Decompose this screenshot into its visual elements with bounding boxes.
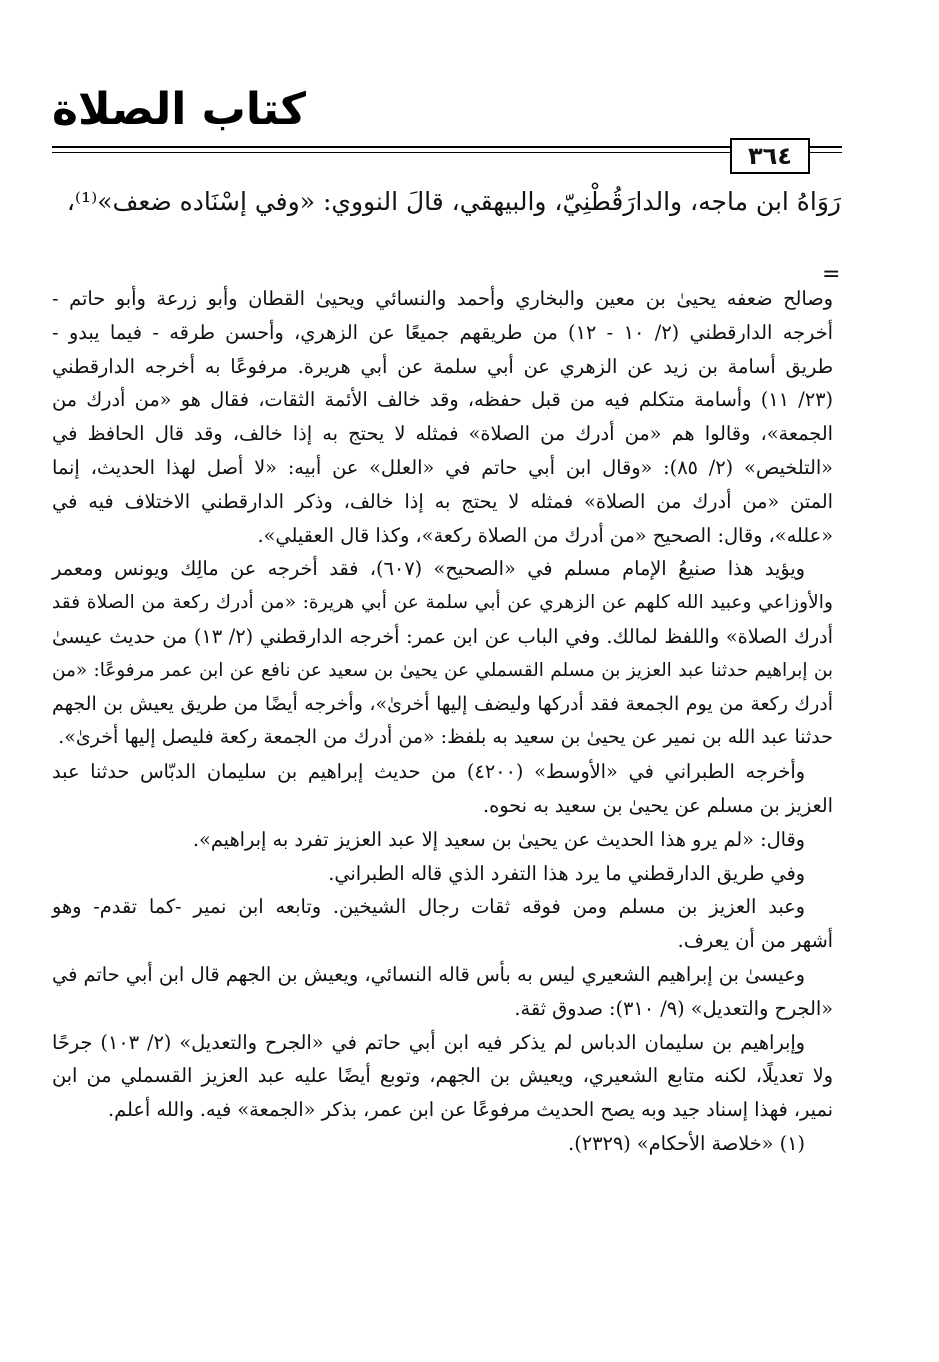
page-title: كتاب الصلاة <box>52 84 306 135</box>
text-line: العزيز بن مسلم عن يحيىٰ بن سعيد به نحوه. <box>482 793 833 817</box>
text-line: وعبد العزيز بن مسلم ومن فوقه ثقات رجال الشيخين. وتابعه ابن نمير -كما تقدم- وهو <box>52 895 805 919</box>
header-rule-thin <box>52 152 730 153</box>
text-line: «الجرح والتعديل» (٩/ ٣١٠): صدوق ثقة. <box>514 996 833 1020</box>
page-number: ٣٦٤ <box>730 138 810 174</box>
text-line: طريق أسامة بن زيد عن الزهري عن أبي سلمة عن أبي هريرة. مرفوعًا به أخرجه الدارقطني <box>52 354 833 378</box>
header-rule <box>52 146 730 148</box>
text-line: وعيسىٰ بن إبراهيم الشعيري ليس به بأس قاله النسائي، ويعيش بن الجهم قال ابن أبي حاتم في <box>52 962 805 986</box>
text-line: وأخرجه الطبراني في «الأوسط» (٤٢٠٠) من حديث إبراهيم بن سليمان الدبّاس حدثنا عبد <box>52 760 805 784</box>
text-line: أدرك الصلاة» واللفظ لمالك. وفي الباب عن ابن عمر: أخرجه الدارقطني (٢/ ١٣) من حديث عيسىٰ <box>52 624 833 648</box>
footnote-text <box>52 282 833 1161</box>
text-line: أخرجه الدارقطني (٢/ ١٠ - ١٢) من طريقهم جميعًا عن الزهري، وأحسن طرقه - فيما يبدو - <box>52 320 833 344</box>
footnote-citation: (١) «خلاصة الأحكام» (٢٣٢٩). <box>568 1131 805 1155</box>
text-line: وقال: «لم يرو هذا الحديث عن يحيىٰ بن سعيد إلا عبد العزيز تفرد به إبراهيم». <box>192 827 805 851</box>
text-line: أدرك ركعة من يوم الجمعة فقد أدركها وليضف إليها أخرىٰ»، وأخرجه أيضًا من طريق يعيش بن الجهم <box>52 692 833 715</box>
text-line: أشهر من أن يعرف. <box>677 929 833 953</box>
continuation-mark: = <box>822 262 841 287</box>
text-line: والأوزاعي وعبيد الله كلهم عن الزهري عن أبي سلمة عن أبي هريرة: «من أدرك ركعة من الصلاة فقد <box>52 592 833 614</box>
text-line: «علله»، وقال: الصحيح «من أدرك من الصلاة ركعة»، وكذا قال العقيلي». <box>257 523 833 547</box>
text-line: وإبراهيم بن سليمان الدباس لم يذكر فيه ابن أبي حاتم في «الجرح والتعديل» (٢/ ١٠٣) جرحًا <box>52 1030 805 1054</box>
text-line: «التلخيص» (٢/ ٨٥): «وقال ابن أبي حاتم في «العلل» عن أبيه: «لا أصل لهذا الحديث، إنما <box>52 455 833 479</box>
text-line: نمير، فهذا إسناد جيد وبه يصح الحديث مرفوعًا عن ابن عمر، بذكر «الجمعة» فيه. والله أعلم. <box>108 1098 833 1122</box>
text-line: ويؤيد هذا صنيعُ الإمام مسلم في «الصحيح» (٦٠٧)، فقد أخرجه عن مالِك ويونس ومعمر <box>52 557 805 581</box>
text-line: ولا تعديلًا، لكنه متابع الشعيري، ويعيش بن الجهم، وتوبع أيضًا عليه عبد العزيز القسملي من ابن <box>52 1064 833 1088</box>
text-line: بن إبراهيم حدثنا عبد العزيز بن مسلم القسملي عن يحيىٰ بن سعيد عن نافع عن ابن عمر مرفوعًا: «من <box>52 659 833 681</box>
text-line: وفي طريق الدارقطني ما يرد هذا التفرد الذي قاله الطبراني. <box>328 861 805 885</box>
text-line: المتن «من أدرك من الصلاة» فمثله لا يحتج به إذا خالف، وذكر الدارقطني الاختلاف فيه في <box>52 489 833 513</box>
text-line: الجمعة»، وقالوا هم «من أدرك من الصلاة» فمثله لا يحتج به إذا خالف، وقد قال الحافظ في <box>52 422 833 446</box>
text-line: وصالح ضعفه يحيىٰ بن معين والبخاري وأحمد والنسائي ويحيىٰ القطان وأبو زرعة وأبو حاتم - <box>52 287 833 310</box>
main-text: رَوَاهُ ابن ماجه، والدارَقُطْنِيّ، والبيهقي، قالَ النووي: «وفي إسْنَاده ضعف»⁽¹⁾، <box>66 187 841 216</box>
text-line: حدثنا عبد الله بن نمير عن يحيىٰ بن سعيد به بلفظ: «من أدرك من الجمعة ركعة فليصل إليها أخرىٰ». <box>58 726 833 749</box>
text-line: (٢٣/ ١١) وأسامة متكلم فيه من قبل حفظه، وقد خالف الأئمة الثقات، فقال هو «من أدرك من <box>52 388 833 412</box>
header-rule-tail-thin <box>810 152 842 153</box>
header-rule-tail <box>810 146 842 148</box>
